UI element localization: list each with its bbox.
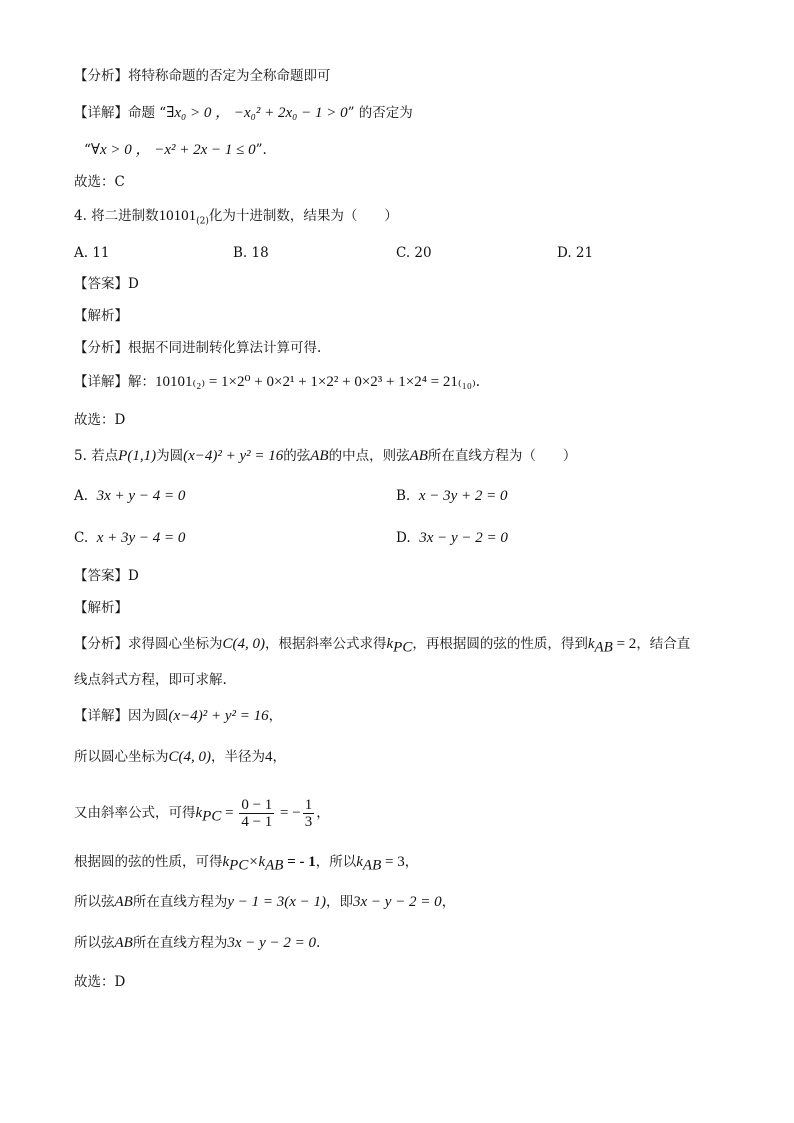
q5-stem-b: 为圆 — [156, 448, 184, 464]
q5-option-b-letter: B. — [396, 488, 411, 504]
q5-x4val2: = 3 — [381, 854, 405, 870]
negation-math: ∀x > 0 ， −x² + 2x − 1 ≤ 0 — [90, 142, 256, 158]
negation-line — [84, 140, 267, 160]
q5-x6-line: 3x − y − 2 = 0 — [227, 935, 317, 951]
q5-analysis-f5: ，结合直 — [636, 636, 691, 652]
q4-analysis-text: 根据不同进制转化算法计算可得. — [128, 340, 322, 356]
q5-x4val: = - 1 — [283, 854, 316, 870]
q5-x6ab: AB — [114, 935, 133, 951]
q5-option-c-expr: x + 3y − 4 = 0 — [96, 530, 186, 546]
question-5 — [74, 446, 576, 466]
q5-x3a: 又由斜率公式，可得 — [74, 805, 196, 821]
q5-x6c: . — [316, 935, 321, 951]
q4-analysis-tag: 【分析】 — [74, 340, 128, 356]
q4-option-d: D. 21 — [557, 245, 594, 261]
q5-option-c-letter: C. — [74, 530, 89, 546]
q5-x5-line2: 3x − y − 2 = 0 — [353, 894, 442, 910]
q5-x6b: 所在直线方程为 — [132, 935, 228, 951]
q5-kpc: k — [386, 636, 394, 652]
q4-option-c: C. 20 — [396, 245, 432, 261]
q4-base: (2) — [196, 216, 209, 227]
quote-close-2: ”. — [255, 142, 267, 158]
q5-detail-6 — [74, 933, 320, 953]
q5-circle: (x−4)² + y² = 16 — [183, 448, 284, 464]
question-4 — [74, 206, 398, 226]
q5-detail-1 — [74, 706, 282, 726]
choose-line-3: 故选：C — [74, 174, 125, 190]
q5-answer: 【答案】D — [74, 568, 139, 584]
q5-option-d-expr: 3x − y − 2 = 0 — [419, 530, 508, 546]
q5-analysis-f1: 求得圆心坐标为 — [128, 636, 223, 652]
q5-x5ab: AB — [114, 894, 133, 910]
q5-x5d: ， — [441, 894, 456, 910]
q5-option-a-expr: 3x + y − 4 = 0 — [96, 488, 186, 504]
q5-analysis — [74, 634, 690, 654]
q4-option-a: A. 11 — [74, 245, 110, 261]
q4-jiexi: 【解析】 — [74, 308, 128, 324]
q5-stem-a: 5. 若点 — [74, 448, 119, 464]
q5-option-b-expr: x − 3y + 2 = 0 — [418, 488, 508, 504]
quote-open: 命题 “ — [128, 105, 167, 121]
q5-detail-tag: 【详解】 — [74, 708, 128, 724]
q5-point: P(1,1) — [118, 448, 157, 464]
q5-x6a: 所以弦 — [74, 935, 115, 951]
q5-option-a — [74, 486, 185, 506]
q4-analysis — [74, 338, 321, 358]
q5-option-d-letter: D. — [396, 530, 411, 546]
q5-x2c: ， — [272, 749, 286, 765]
q5-option-c — [74, 528, 185, 548]
q4-option-b: B. 18 — [233, 245, 269, 261]
q4-expression: 10101₍₂₎ = 1×2⁰ + 0×2¹ + 1×2² + 0×2³ + 1×2⁴ = 21₍₁₀₎ — [155, 374, 476, 390]
q5-detail-3 — [74, 793, 330, 833]
q5-kab-sub: AB — [594, 639, 613, 656]
q5-frac2-num: 1 — [304, 797, 313, 813]
q4-detail-pre: 解： — [128, 374, 155, 390]
q5-detail-x1: 因为圆 — [128, 708, 169, 724]
q5-analysis-f2: ，根据斜率公式求得 — [265, 636, 387, 652]
q5-x2-center: C(4, 0) — [168, 749, 211, 765]
q5-x4sub3: AB — [362, 857, 382, 874]
q5-x4k: k — [222, 854, 230, 870]
analysis-tag: 【分析】 — [74, 68, 128, 84]
q5-ab: AB — [310, 448, 329, 464]
detail-tag: 【详解】 — [74, 105, 128, 121]
q5-x5b: 所在直线方程为 — [132, 894, 228, 910]
analysis-text: 将特称命题的否定为全称命题即可 — [128, 68, 331, 84]
q5-radius: 4 — [265, 749, 273, 765]
q5-stem-e: 所在直线方程为（ ） — [427, 448, 577, 464]
q5-stem-c: 的弦 — [283, 448, 311, 464]
q5-x2a: 所以圆心坐标为 — [74, 749, 169, 765]
q5-kab: k — [587, 636, 595, 652]
q4-answer: 【答案】D — [74, 276, 139, 292]
q5-ab-2: AB — [409, 448, 428, 464]
q4-detail-tag: 【详解】 — [74, 374, 128, 390]
q5-detail-4 — [74, 852, 418, 872]
q5-option-d — [396, 528, 508, 548]
q5-frac1-den: 4 − 1 — [241, 814, 273, 830]
quote-open-2: “ — [84, 142, 91, 158]
q5-x5-line: y − 1 = 3(x − 1) — [227, 894, 326, 910]
quote-close: ” 的否定为 — [347, 105, 413, 121]
q5-frac1-num: 0 − 1 — [241, 797, 273, 813]
q5-detail-x1e: ， — [268, 708, 283, 724]
q4-number: 10101 — [158, 208, 197, 224]
q5-x4c: ， — [404, 854, 419, 870]
q4-stem-a: 4. 将二进制数 — [74, 208, 159, 224]
q5-x3eq: = — [221, 805, 238, 821]
q5-x5a: 所以弦 — [74, 894, 115, 910]
q5-analysis-cont: 线点斜式方程，即可求解. — [74, 672, 227, 688]
q4-stem-b: 化为十进制数，结果为（ ） — [208, 208, 398, 224]
q5-x3sub: PC — [202, 808, 222, 825]
q5-option-a-letter: A. — [74, 488, 89, 504]
q5-x4a: 根据圆的弦的性质，可得 — [74, 854, 223, 870]
q5-jiexi: 【解析】 — [74, 600, 128, 616]
q5-x3c: ， — [316, 805, 330, 821]
analysis-line — [74, 66, 331, 86]
q5-analysis-tag: 【分析】 — [74, 636, 128, 652]
q5-x4k2: ×k — [248, 854, 266, 870]
q5-x4b: ，所以 — [315, 854, 357, 870]
q5-detail-circle: (x−4)² + y² = 16 — [168, 708, 269, 724]
q5-x4sub2: AB — [265, 857, 284, 874]
q5-x5c: ，即 — [326, 894, 353, 910]
q5-x3eq2: = − — [276, 805, 301, 821]
q5-option-b — [396, 486, 508, 506]
q5-x3k: k — [195, 805, 203, 821]
q5-kab-val: = 2 — [612, 636, 637, 652]
q5-detail-2 — [74, 747, 286, 767]
q5-x4k3: k — [356, 854, 363, 870]
q4-detail — [74, 372, 480, 392]
q5-fraction-2 — [303, 797, 315, 830]
q5-frac2-den: 3 — [304, 814, 313, 830]
q5-fraction-1 — [239, 797, 274, 830]
q4-choose: 故选：D — [74, 412, 126, 428]
q5-x4sub: PC — [229, 857, 249, 874]
detail-line — [74, 103, 413, 123]
q5-kpc-sub: PC — [393, 639, 413, 656]
q5-detail-5 — [74, 892, 455, 912]
proposition-math: ∃x₀ > 0 ， −x₀² + 2x₀ − 1 > 0 — [166, 105, 348, 121]
q5-choose: 故选：D — [74, 974, 126, 990]
q5-center: C(4, 0) — [222, 636, 265, 652]
q4-end: . — [475, 374, 481, 390]
q5-analysis-f3: ，再根据圆的弦的性质，得到 — [412, 636, 588, 652]
q5-x2b: ，半径为 — [211, 749, 265, 765]
q5-stem-d: 的中点，则弦 — [328, 448, 410, 464]
